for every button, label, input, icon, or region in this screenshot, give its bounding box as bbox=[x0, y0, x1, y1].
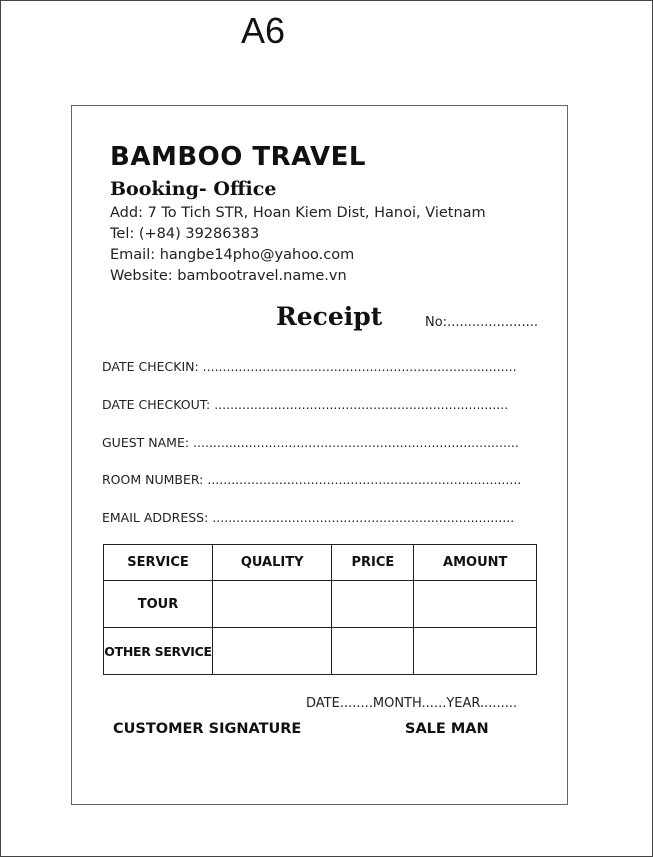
table-row bbox=[104, 628, 537, 675]
office-subtitle: Booking- Office bbox=[110, 178, 277, 200]
table-row bbox=[104, 581, 537, 628]
company-website: Website: bambootravel.name.vn bbox=[110, 268, 347, 284]
header-amount: AMOUNT bbox=[414, 545, 537, 581]
customer-signature-label: CUSTOMER SIGNATURE bbox=[113, 721, 302, 737]
header-service: SERVICE bbox=[104, 545, 213, 581]
date-line: DATE........MONTH......YEAR......... bbox=[306, 696, 518, 711]
quality-cell bbox=[213, 628, 332, 675]
header-quality: QUALITY bbox=[213, 545, 332, 581]
receipt-number-field: No:...................... bbox=[425, 315, 538, 330]
table-header-row bbox=[104, 545, 537, 581]
sale-man-label: SALE MAN bbox=[405, 721, 489, 737]
header-price: PRICE bbox=[332, 545, 414, 581]
company-address: Add: 7 To Tich STR, Hoan Kiem Dist, Hanoi, Vietnam bbox=[110, 205, 486, 221]
services-table bbox=[103, 544, 537, 675]
company-name: BAMBOO TRAVEL bbox=[110, 142, 366, 172]
date-checkin-field: DATE CHECKIN: ............................................................................... bbox=[102, 359, 517, 374]
page-size-label: A6 bbox=[241, 10, 286, 51]
amount-cell bbox=[414, 581, 537, 628]
company-email: Email: hangbe14pho@yahoo.com bbox=[110, 247, 355, 263]
quality-cell bbox=[213, 581, 332, 628]
date-checkout-field: DATE CHECKOUT: .......................................................................... bbox=[102, 397, 509, 412]
company-phone: Tel: (+84) 39286383 bbox=[110, 226, 260, 242]
email-address-field: EMAIL ADDRESS: ............................................................................ bbox=[102, 510, 515, 525]
service-cell: OTHER SERVICE bbox=[104, 628, 213, 675]
price-cell bbox=[332, 581, 414, 628]
receipt-title: Receipt bbox=[276, 302, 383, 331]
amount-cell bbox=[414, 628, 537, 675]
service-cell: TOUR bbox=[104, 581, 213, 628]
receipt-sheet bbox=[71, 105, 568, 805]
guest-name-field: GUEST NAME: .................................................................................. bbox=[102, 435, 519, 450]
price-cell bbox=[332, 628, 414, 675]
room-number-field: ROOM NUMBER: ............................................................................... bbox=[102, 472, 522, 487]
